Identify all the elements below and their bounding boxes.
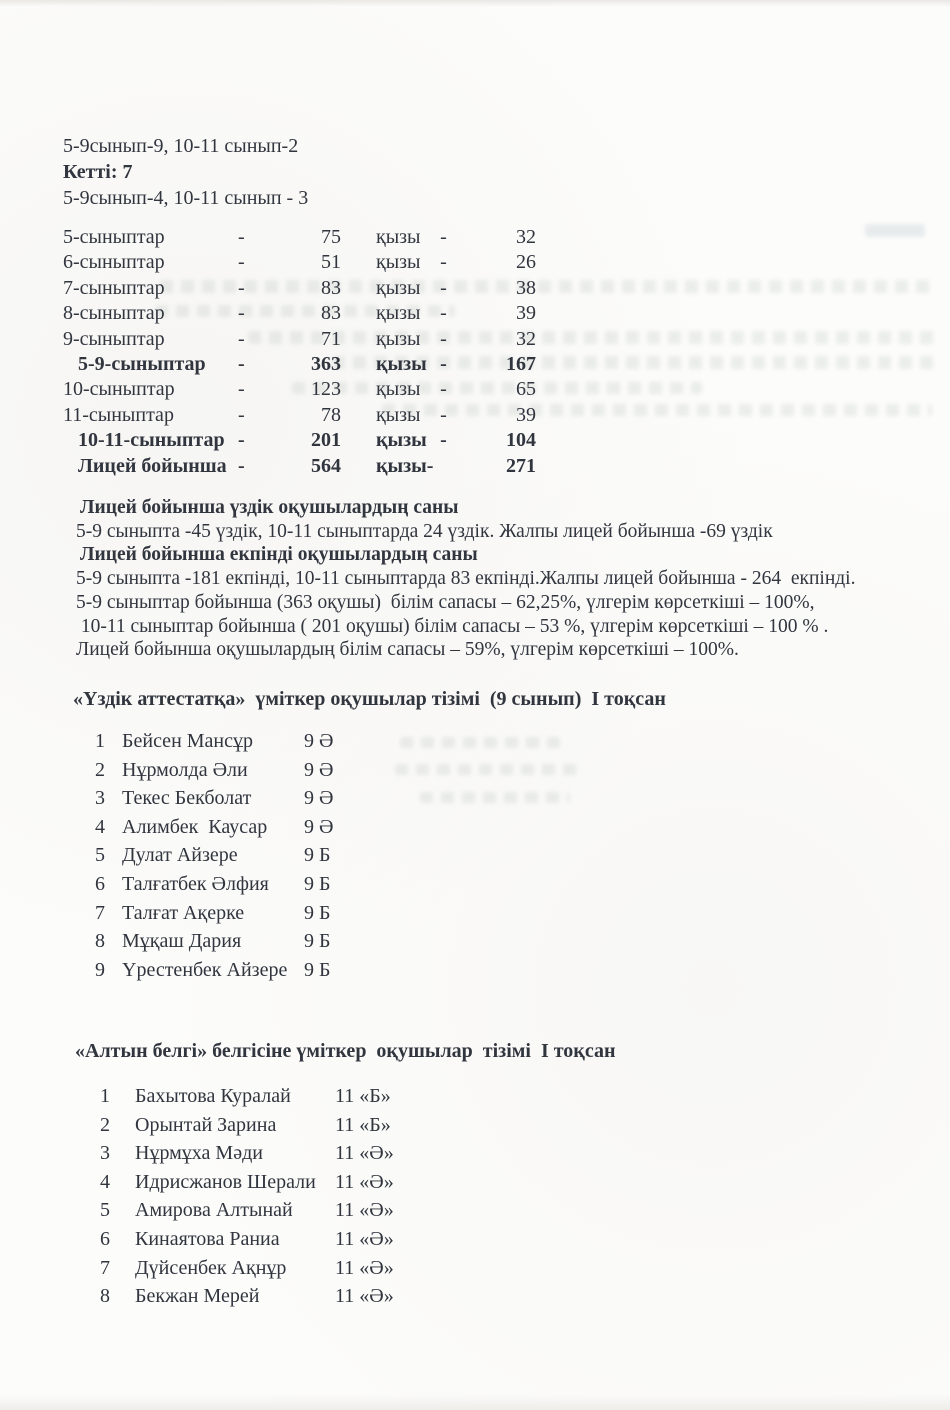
table-row <box>63 327 536 352</box>
table-row <box>63 403 536 428</box>
student-grade: 11 «Б» <box>335 1085 391 1107</box>
student-grade: 11 «Ә» <box>335 1227 394 1250</box>
list-item <box>91 813 394 842</box>
bleed-through-smudge <box>420 792 570 803</box>
dash-separator: - <box>440 276 447 299</box>
dash-separator: - <box>238 302 245 325</box>
girls-label: қызы <box>376 276 421 299</box>
student-grade: 9 Ә <box>304 815 334 838</box>
student-number: 5 <box>95 844 105 867</box>
list-item <box>97 1282 435 1311</box>
intro-line-3: 5-9сынып-4, 10-11 сынып - 3 <box>63 186 309 209</box>
class-label: 5-сыныптар <box>63 226 165 248</box>
student-number: 2 <box>95 758 105 781</box>
total-count: 123 <box>311 378 341 401</box>
list-item <box>91 784 394 813</box>
dash-separator: - <box>440 327 447 350</box>
class-label: 10-11-сыныптар <box>78 429 225 452</box>
student-name: Бахытова Куралай <box>135 1085 291 1107</box>
girls-count: 65 <box>516 378 536 401</box>
altyn-belgi-student-list <box>97 1082 435 1311</box>
student-grade: 11 «Ә» <box>335 1170 394 1193</box>
total-count: 564 <box>311 454 341 477</box>
dash-separator: - <box>238 429 245 452</box>
best-students-title: Лицей бойынша үздік оқушылардың саны <box>80 497 459 518</box>
attestat-student-list <box>91 727 394 984</box>
student-grade: 9 Б <box>304 872 331 895</box>
class-label: 9-сыныптар <box>63 327 165 350</box>
girls-count: 39 <box>516 403 536 426</box>
dash-separator: - <box>440 302 447 325</box>
girls-label: қызы <box>376 403 421 426</box>
student-name: Нұрмолда Әли <box>122 758 248 781</box>
class-label: 8-сыныптар <box>63 302 165 325</box>
altyn-belgi-list-heading: «Алтын белгі» белгісіне үміткер оқушылар тізімі I тоқсан <box>75 1040 616 1062</box>
class-label: 6-сыныптар <box>63 251 165 274</box>
table-row <box>63 352 536 377</box>
list-item <box>91 927 394 956</box>
student-name: Нұрмұха Мәди <box>135 1142 263 1165</box>
student-name: Үрестенбек Айзере <box>122 958 288 981</box>
student-number: 8 <box>95 930 105 953</box>
total-count: 363 <box>311 352 341 375</box>
dash-separator: - <box>238 378 245 401</box>
dash-separator: - <box>238 226 245 248</box>
list-item <box>91 870 394 899</box>
list-item <box>97 1196 435 1225</box>
girls-count: 32 <box>516 226 536 248</box>
student-number: 9 <box>95 958 105 981</box>
girls-count: 39 <box>516 302 536 325</box>
student-grade: 9 Ә <box>304 787 334 810</box>
quality-line-lyceum: Лицей бойынша оқушылардың білім сапасы – 59%, үлгерім көрсеткіші – 100%. <box>76 639 739 661</box>
student-grade: 9 Б <box>304 844 331 867</box>
girls-count: 271 <box>506 454 536 477</box>
list-item <box>91 727 394 756</box>
hardworking-students-title: Лицей бойынша екпінді оқушылардың саны <box>80 544 478 566</box>
student-number: 1 <box>95 730 105 752</box>
intro-block <box>63 134 308 211</box>
girls-count: 38 <box>516 276 536 299</box>
best-students-line: 5-9 сыныпта -45 үздік, 10-11 сыныптарда 24 үздік. Жалпы лицей бойынша -69 үздік <box>76 520 773 542</box>
total-count: 51 <box>321 251 341 274</box>
dash-separator: - <box>440 251 447 274</box>
student-grade: 11 «Ә» <box>335 1199 394 1222</box>
dash-separator: - <box>238 403 245 426</box>
girls-label: қызы <box>376 226 421 248</box>
girls-label: қызы <box>376 429 427 452</box>
girls-label: қызы <box>376 302 421 325</box>
student-name: Бейсен Мансұр <box>122 730 254 752</box>
table-row <box>63 454 536 479</box>
intro-line-1: 5-9сынып-9, 10-11 сынып-2 <box>63 135 299 157</box>
student-number: 6 <box>95 872 105 895</box>
table-row <box>63 276 536 301</box>
total-count: 78 <box>321 403 341 426</box>
student-name: Дулат Айзере <box>122 844 238 867</box>
total-count: 201 <box>311 429 341 452</box>
girls-label: қызы <box>376 251 421 274</box>
class-label: Лицей бойынша <box>78 454 227 477</box>
quality-block <box>76 591 828 662</box>
class-count-table <box>63 225 536 479</box>
list-item <box>97 1139 435 1168</box>
list-item <box>91 956 394 985</box>
student-grade: 9 Б <box>304 930 331 953</box>
class-label: 10-сыныптар <box>63 378 175 401</box>
student-grade: 9 Б <box>304 958 331 981</box>
student-grade: 9 Б <box>304 901 331 924</box>
class-label: 5-9-сыныптар <box>78 352 206 375</box>
table-row <box>63 377 536 402</box>
girls-count: 32 <box>516 327 536 350</box>
class-label: 11-сыныптар <box>63 403 174 426</box>
student-grade: 11 «Б» <box>335 1113 391 1136</box>
class-label: 7-сыныптар <box>63 276 165 299</box>
student-name: Бекжан Мерей <box>135 1285 260 1308</box>
intro-line-departed: Кетті: 7 <box>63 160 133 183</box>
student-number: 6 <box>100 1227 110 1250</box>
student-number: 5 <box>100 1199 110 1222</box>
student-name: Орынтай Зарина <box>135 1113 277 1136</box>
student-number: 8 <box>100 1285 110 1308</box>
student-number: 4 <box>100 1170 110 1193</box>
summary-block <box>76 496 855 590</box>
student-grade: 11 «Ә» <box>335 1285 394 1308</box>
student-name: Дүйсенбек Ақнұр <box>135 1256 287 1279</box>
girls-label: қызы- <box>376 454 434 477</box>
hardworking-students-line: 5-9 сыныпта -181 екпінді, 10-11 сыныптарда 83 екпінді.Жалпы лицей бойынша - 264 екпінді. <box>76 567 856 589</box>
student-number: 1 <box>100 1085 110 1107</box>
student-number: 4 <box>95 815 105 838</box>
student-name: Талғат Ақерке <box>122 901 245 924</box>
total-count: 83 <box>321 302 341 325</box>
student-number: 3 <box>100 1142 110 1165</box>
table-row <box>63 225 536 250</box>
student-grade: 11 «Ә» <box>335 1256 394 1279</box>
list-item <box>97 1225 435 1254</box>
student-number: 2 <box>100 1113 110 1136</box>
girls-count: 167 <box>506 352 536 375</box>
total-count: 83 <box>321 276 341 299</box>
student-number: 7 <box>100 1256 110 1279</box>
list-item <box>91 841 394 870</box>
student-name: Кинаятова Раниа <box>135 1227 280 1250</box>
girls-count: 26 <box>516 251 536 274</box>
student-number: 7 <box>95 901 105 924</box>
student-grade: 9 Ә <box>304 758 334 781</box>
dash-separator: - <box>440 378 447 401</box>
dash-separator: - <box>238 327 245 350</box>
student-name: Мұқаш Дария <box>122 930 242 953</box>
bleed-through-smudge <box>865 224 925 237</box>
student-name: Талғатбек Әлфия <box>122 872 269 895</box>
list-item <box>91 756 394 785</box>
girls-count: 104 <box>506 429 536 452</box>
bleed-through-smudge <box>395 764 580 775</box>
dash-separator: - <box>238 276 245 299</box>
girls-label: қызы <box>376 327 421 350</box>
girls-label: қызы <box>376 378 421 401</box>
dash-separator: - <box>440 429 447 452</box>
quality-line-5-9: 5-9 сыныптар бойынша (363 оқушы) білім сапасы – 62,25%, үлгерім көрсеткіші – 100%, <box>76 592 815 613</box>
student-number: 3 <box>95 787 105 810</box>
list-item <box>97 1168 435 1197</box>
student-name: Алимбек Каусар <box>122 815 268 838</box>
attestat-list-heading: «Үздік аттестатқа» үміткер оқушылар тізімі (9 сынып) I тоқсан <box>73 688 666 710</box>
student-grade: 11 «Ә» <box>335 1142 394 1165</box>
list-item <box>91 899 394 928</box>
dash-separator: - <box>238 352 245 375</box>
girls-label: қызы <box>376 352 427 375</box>
table-row <box>63 301 536 326</box>
quality-line-10-11: 10-11 сыныптар бойынша ( 201 оқушы) білім сапасы – 53 %, үлгерім көрсеткіші – 100 % . <box>76 615 829 637</box>
total-count: 75 <box>321 226 341 248</box>
list-item <box>97 1254 435 1283</box>
dash-separator: - <box>238 251 245 274</box>
dash-separator: - <box>238 454 245 477</box>
dash-separator <box>431 454 456 479</box>
dash-separator: - <box>440 352 447 375</box>
list-item <box>97 1082 435 1111</box>
student-name: Текес Бекболат <box>122 787 252 810</box>
table-row <box>63 250 536 275</box>
dash-separator: - <box>440 403 447 426</box>
student-grade: 9 Ә <box>304 730 334 752</box>
bleed-through-smudge <box>400 737 560 748</box>
list-item <box>97 1111 435 1140</box>
total-count: 71 <box>321 327 341 350</box>
student-name: Амирова Алтынай <box>135 1199 293 1222</box>
student-name: Идрисжанов Шерали <box>135 1170 316 1193</box>
table-row <box>63 428 536 453</box>
dash-separator: - <box>440 226 447 248</box>
